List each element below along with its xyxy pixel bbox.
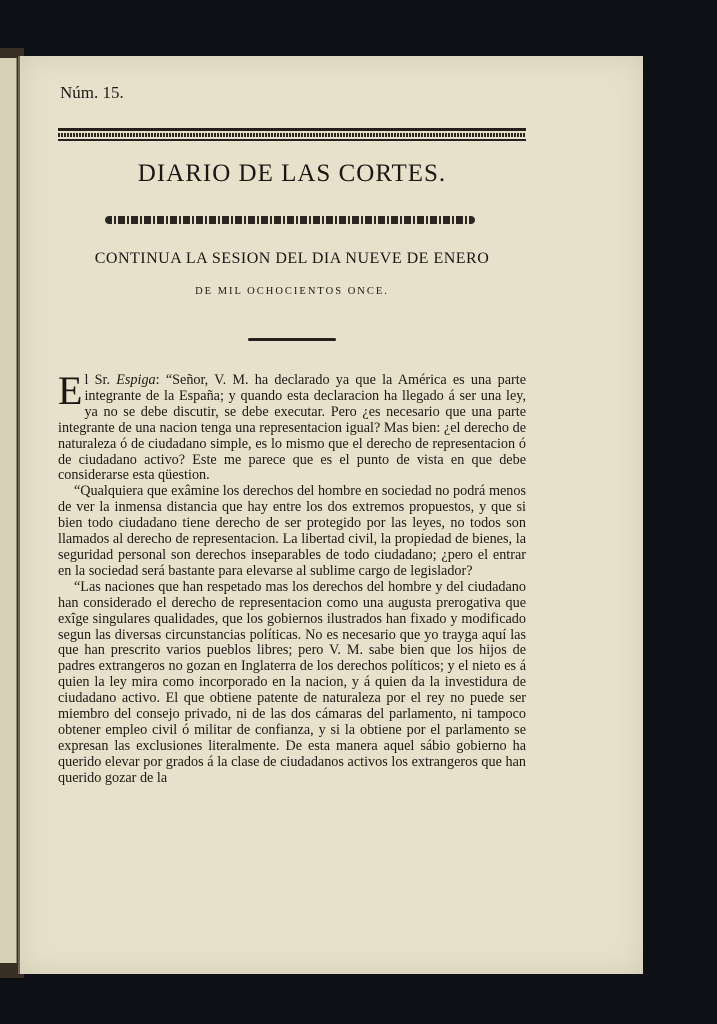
article-body [58, 368, 526, 787]
ornament-divider [105, 216, 475, 224]
paragraph-3: “Las naciones que han respetado mas los derechos del hombre y del ciudadano han considerado el derecho de representacion como una augusta prerogativa que exîge singulares qualidades, que los gobiernos ilustrados han fixado y modificado segun las diversas circunstancias políticas. No es necesario que yo trayga aquí las que han prescrito varios pueblos libres; pero V. M. sabe bien que los hijos de padres extrangeros no gozan en Inglaterra de los derechos políticos; y el nieto es á quien la ley mira como incorporado en la nacion, y á quien da la investidura de ciudadano activo. El que obtiene patente de naturaleza por el rey no puede ser miembro del consejo privado, ni de las dos cámaras del parlamento, ni tampoco obtener empleo civil ó militar de confianza, y si la obtiene por el parlamento se expresan las exclusiones literalmente. De esta manera aquel sábio gobierno ha querido elevar por grados á la clase de ciudadanos activos los extrangeros que han querido gozar de la [58, 578, 526, 786]
drop-cap: E [58, 368, 83, 413]
section-divider [248, 338, 336, 341]
session-heading: CONTINUA LA SESION DEL DIA NUEVE DE ENERO [94, 250, 490, 267]
document-page [18, 56, 643, 974]
speaker-prefix: l Sr. [84, 372, 117, 388]
page-title: DIARIO DE LAS CORTES. [137, 160, 447, 187]
header-rule [58, 128, 526, 141]
previous-page-edge [0, 58, 17, 963]
session-year: DE MIL OCHOCIENTOS ONCE. [195, 286, 389, 297]
paragraph-1-text: : “Señor, V. M. ha declarado ya que la América es una parte integrante de la España; y quando esta declaracion ha llegado á ser una ley, ya no se debe discutir, se debe executar. Pero ¿es necesario que una parte integrante de una nacion tenga una representacion igual? Mas bien: ¿el derecho de naturaleza ó de ciudadano simple, es lo mismo que el derecho de representacion ó de ciudadano activo? Este me parece que es el punto de vista en que debe considerarse esta qüestion. [58, 372, 526, 484]
speaker-name: Espiga [116, 372, 156, 388]
issue-number: Núm. 15. [60, 83, 124, 102]
paragraph-1 [58, 368, 526, 484]
paragraph-2: “Qualquiera que exâmine los derechos del hombre en sociedad no podrá menos de ver la inmensa distancia que hay entre los dos extremos propuestos, y que si bien todo ciudadano tiene derecho de ser protegido por las leyes, no todos son llamados al derecho de representacion. La libertad civil, la propiedad de bienes, la seguridad personal son derechos inseparables de todo ciudadano; ¿pero el entrar en la sociedad será bastante para elevarse al sublime cargo de legislador? [58, 483, 526, 579]
